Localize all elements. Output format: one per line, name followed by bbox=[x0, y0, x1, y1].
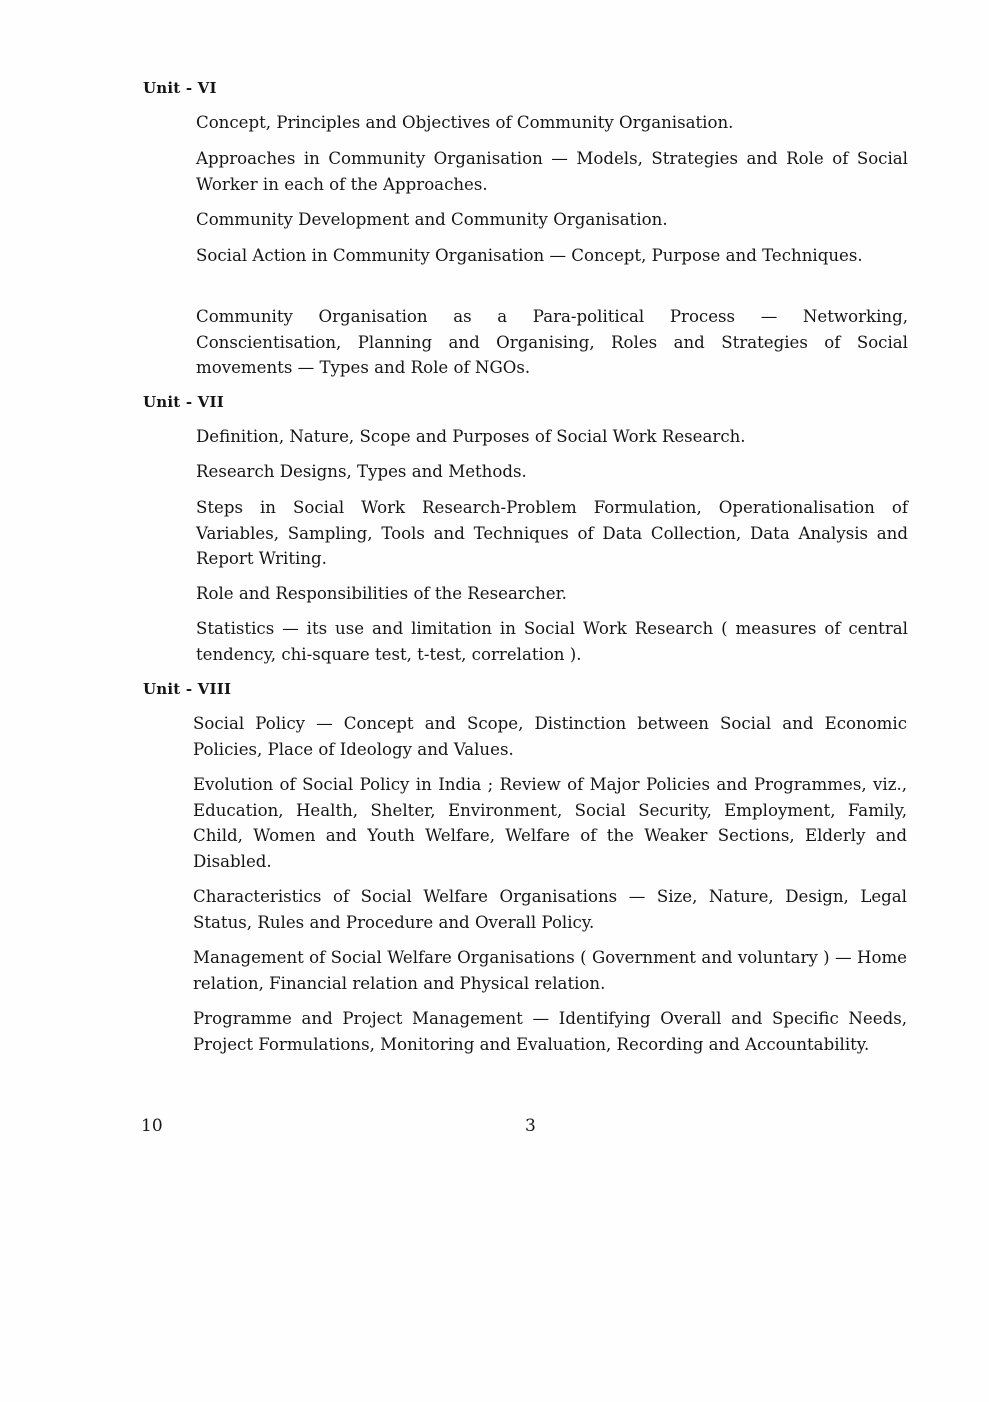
unit-vii-item-2: Research Designs, Types and Methods. bbox=[196, 462, 527, 481]
unit-viii-item-1: Social Policy — Concept and Scope, Distinction between Social and Economic Policies, Place of Ideology and Values. bbox=[193, 714, 907, 759]
unit-vi-item-2: Approaches in Community Organisation — Models, Strategies and Role of Social Worker in each of the Approaches. bbox=[196, 149, 908, 194]
footer-left-number: 10 bbox=[141, 1116, 163, 1136]
page-number: 3 bbox=[525, 1116, 536, 1136]
unit-vii-item-4: Role and Responsibilities of the Researcher. bbox=[196, 584, 567, 603]
unit-viii-item-2: Evolution of Social Policy in India ; Review of Major Policies and Programmes, viz., Education, Health, Shelter, Environment, Social Security, Employment, Family, Child, Women and Youth Welfare, Welfare of the Weaker Sections, Elderly and Disabled. bbox=[193, 775, 907, 871]
unit-vii-item-5: Statistics — its use and limitation in Social Work Research ( measures of central tendency, chi-square test, t-test, correlation ). bbox=[196, 619, 908, 664]
unit-heading-viii: Unit - VIII bbox=[143, 680, 232, 698]
unit-heading-vi: Unit - VI bbox=[143, 79, 217, 97]
unit-vi-item-4: Social Action in Community Organisation — Concept, Purpose and Techniques. bbox=[196, 246, 863, 265]
unit-vii-item-3: Steps in Social Work Research-Problem Formulation, Operationalisation of Variables, Sampling, Tools and Techniques of Data Collection, Data Analysis and Report Writing. bbox=[196, 498, 908, 568]
unit-vi-item-3: Community Development and Community Organisation. bbox=[196, 210, 668, 229]
unit-viii-item-5: Programme and Project Management — Identifying Overall and Specific Needs, Project Formulations, Monitoring and Evaluation, Recording and Accountability. bbox=[193, 1009, 907, 1054]
unit-vii-item-1: Definition, Nature, Scope and Purposes of Social Work Research. bbox=[196, 427, 746, 446]
unit-vi-item-5: Community Organisation as a Para-political Process — Networking, Conscientisation, Planning and Organising, Roles and Strategies of Social movements — Types and Role of NGOs. bbox=[196, 307, 908, 377]
unit-vi-item-1: Concept, Principles and Objectives of Community Organisation. bbox=[196, 113, 734, 132]
unit-viii-item-3: Characteristics of Social Welfare Organisations — Size, Nature, Design, Legal Status, Rules and Procedure and Overall Policy. bbox=[193, 887, 907, 932]
unit-viii-item-4: Management of Social Welfare Organisations ( Government and voluntary ) — Home relation, Financial relation and Physical relation. bbox=[193, 948, 907, 993]
unit-heading-vii: Unit - VII bbox=[143, 393, 224, 411]
